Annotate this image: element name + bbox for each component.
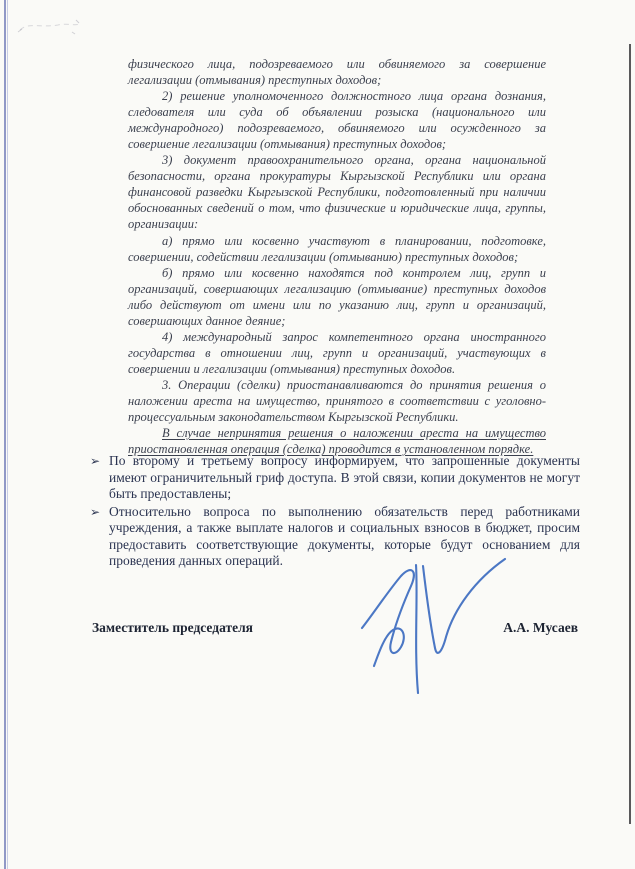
paragraph: физического лица, подозреваемого или обвиняемого за совершение легализации (отмывания) преступных доходов; xyxy=(128,57,546,88)
paragraph: б) прямо или косвенно находятся под контролем лиц, групп и организаций, совершающих легализацию (отмывание) преступных доходов либо действуют от имени или по указанию лиц, групп и организаций, совершающих данное деяние; xyxy=(128,265,546,328)
document-text xyxy=(128,56,546,457)
paragraph: 3. Операции (сделки) приостанавливаются до принятия решения о наложении ареста на имущество, принятого в соответствии с уголовно-процессуальным законодательством Кыргызской Республики. xyxy=(128,377,546,425)
signer-title: Заместитель председателя xyxy=(92,620,253,635)
scan-edge-right xyxy=(629,44,631,824)
paragraph: 4) международный запрос компетентного органа иностранного государства в отношении лиц, групп и организаций, участвующих в совершении и легализации (отмывания) преступных доходов. xyxy=(128,329,546,376)
scan-edge-left xyxy=(4,0,6,869)
signer-name: А.А. Мусаев xyxy=(503,620,578,635)
pencil-mark xyxy=(14,8,114,44)
arrow-bullet-icon: ➢ xyxy=(90,504,101,519)
list-item-text: По второму и третьему вопросу информируем, что запрошенные документы имеют ограничительный гриф доступа. В этой связи, копии документов не могут быть предоставлены; xyxy=(109,453,580,501)
list-item-text: Относительно вопроса по выполнению обязательств перед работниками учреждения, а также выплате налогов и социальных взносов в бюджет, просим предоставить соответствующие документы, которые будут основанием для проведения данных операций. xyxy=(109,503,580,568)
paragraph: 2) решение уполномоченного должностного лица органа дознания, следователя или суда об объявлении розыска (национального или международного) подозреваемого, обвиняемого или осужденного за совершение легализации (отмывания) преступных доходов; xyxy=(128,89,546,152)
scan-edge-left-light xyxy=(7,0,8,869)
paragraph: 3) документ правоохранительного органа, органа национальной безопасности, органа прокуратуры Кыргызской Республики или органа финансовой разведки Кыргызской Республики, подготовленный при наличии обоснованных сведений о том, что физические и юридические лица, группы, организации: xyxy=(128,153,546,232)
signature-block xyxy=(92,620,578,636)
list-item xyxy=(90,453,580,503)
paragraph: а) прямо или косвенно участвуют в планировании, подготовке, совершении, содействии легализации (отмыванию) преступных доходов; xyxy=(128,233,546,264)
paragraph-underlined: В случае непринятия решения о наложении ареста на имущество приостановленная операция (сделка) проводится в установленном порядке. xyxy=(128,426,546,457)
arrow-bullet-icon: ➢ xyxy=(90,454,101,468)
